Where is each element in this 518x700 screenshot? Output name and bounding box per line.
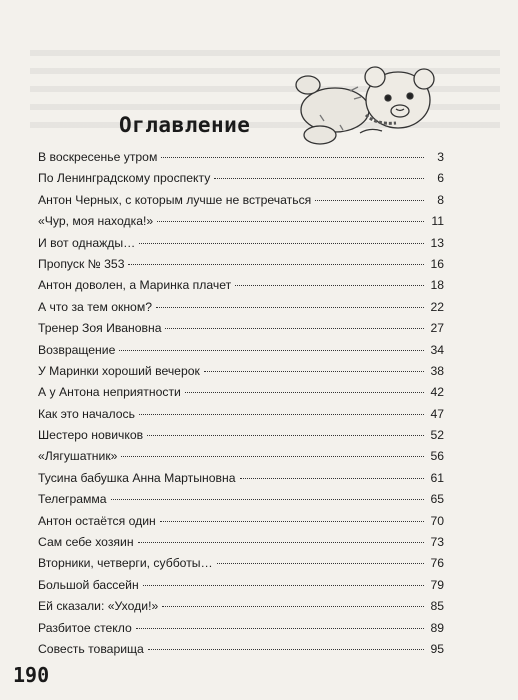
- toc-title: Антон Черных, с которым лучше не встречаться: [38, 192, 312, 207]
- toc-row[interactable]: [38, 471, 444, 492]
- toc-title: Сам себе хозяин: [38, 535, 134, 550]
- toc-page-number: 76: [430, 556, 444, 571]
- toc-row[interactable]: [38, 257, 444, 278]
- toc-page-number: 16: [430, 256, 444, 271]
- teddy-bear-illustration: [290, 55, 440, 150]
- leader-dots: [160, 521, 424, 522]
- table-of-contents: [38, 150, 444, 663]
- toc-row[interactable]: [38, 492, 444, 513]
- toc-row[interactable]: [38, 343, 444, 364]
- toc-title: Тренер Зоя Ивановна: [38, 321, 162, 336]
- toc-page-number: 95: [430, 641, 444, 656]
- toc-row[interactable]: [38, 150, 444, 171]
- leader-dots: [111, 499, 424, 500]
- toc-title: По Ленинградскому проспекту: [38, 171, 211, 186]
- leader-dots: [165, 328, 424, 329]
- toc-row[interactable]: [38, 642, 444, 663]
- toc-title: Вторники, четверги, субботы…: [38, 556, 213, 571]
- leader-dots: [148, 649, 424, 650]
- toc-title: А у Антона неприятности: [38, 385, 181, 400]
- leader-dots: [204, 371, 424, 372]
- toc-row[interactable]: [38, 300, 444, 321]
- leader-dots: [235, 285, 424, 286]
- toc-page-number: 61: [430, 470, 444, 485]
- leader-dots: [147, 435, 424, 436]
- toc-row[interactable]: [38, 621, 444, 642]
- toc-page-number: 47: [430, 406, 444, 421]
- toc-page-number: 89: [430, 620, 444, 635]
- toc-title: Большой бассейн: [38, 577, 139, 592]
- leader-dots: [185, 392, 424, 393]
- toc-row[interactable]: [38, 535, 444, 556]
- toc-row[interactable]: [38, 599, 444, 620]
- toc-row[interactable]: [38, 428, 444, 449]
- toc-title: «Чур, моя находка!»: [38, 214, 154, 229]
- toc-row[interactable]: [38, 514, 444, 535]
- leader-dots: [139, 414, 424, 415]
- toc-heading: Оглавление: [119, 113, 251, 137]
- toc-page-number: 65: [430, 492, 444, 507]
- toc-title: «Лягушатник»: [38, 449, 118, 464]
- toc-title: Как это началось: [38, 406, 135, 421]
- toc-page-number: 56: [430, 449, 444, 464]
- toc-page-number: 3: [437, 150, 444, 164]
- leader-dots: [315, 200, 424, 201]
- toc-page-number: 18: [430, 278, 444, 293]
- toc-title: Телеграмма: [38, 492, 107, 507]
- toc-page-number: 34: [430, 342, 444, 357]
- leader-dots: [162, 606, 424, 607]
- toc-title: Ей сказали: «Уходи!»: [38, 599, 159, 614]
- toc-page-number: 79: [430, 577, 444, 592]
- toc-page-number: 22: [430, 299, 444, 314]
- leader-dots: [156, 307, 424, 308]
- toc-page-number: 70: [430, 513, 444, 528]
- leader-dots: [240, 478, 424, 479]
- toc-title: Разбитое стекло: [38, 620, 132, 635]
- toc-title: Антон доволен, а Маринка плачет: [38, 278, 232, 293]
- leader-dots: [119, 350, 424, 351]
- toc-page-number: 42: [430, 385, 444, 400]
- toc-page-number: 73: [430, 535, 444, 550]
- toc-page-number: 85: [430, 599, 444, 614]
- page-number: 190: [13, 663, 50, 687]
- toc-title: Тусина бабушка Анна Мартыновна: [38, 470, 236, 485]
- toc-page-number: 6: [437, 171, 444, 186]
- leader-dots: [217, 563, 424, 564]
- toc-row[interactable]: [38, 449, 444, 470]
- toc-title: Антон остаётся один: [38, 513, 156, 528]
- toc-row[interactable]: [38, 578, 444, 599]
- toc-title: Возвращение: [38, 342, 116, 357]
- toc-title: И вот однажды…: [38, 235, 136, 250]
- leader-dots: [143, 585, 424, 586]
- toc-row[interactable]: [38, 385, 444, 406]
- toc-title: В воскресенье утром: [38, 150, 158, 164]
- toc-row[interactable]: [38, 556, 444, 577]
- toc-page-number: 11: [431, 214, 444, 229]
- toc-page-number: 52: [430, 428, 444, 443]
- leader-dots: [161, 157, 424, 158]
- leader-dots: [136, 628, 424, 629]
- toc-row[interactable]: [38, 214, 444, 235]
- toc-title: Шестеро новичков: [38, 428, 144, 443]
- toc-title: У Маринки хороший вечерок: [38, 363, 200, 378]
- toc-row[interactable]: [38, 278, 444, 299]
- toc-title: А что за тем окном?: [38, 299, 152, 314]
- leader-dots: [157, 221, 424, 222]
- toc-row[interactable]: [38, 407, 444, 428]
- leader-dots: [139, 243, 424, 244]
- toc-row[interactable]: [38, 193, 444, 214]
- toc-page-number: 38: [430, 363, 444, 378]
- toc-page-number: 8: [437, 192, 444, 207]
- leader-dots: [138, 542, 424, 543]
- leader-dots: [214, 178, 424, 179]
- leader-dots: [128, 264, 424, 265]
- toc-row[interactable]: [38, 321, 444, 342]
- toc-page-number: 27: [430, 321, 444, 336]
- toc-row[interactable]: [38, 171, 444, 192]
- toc-title: Совесть товарища: [38, 641, 144, 656]
- leader-dots: [121, 456, 424, 457]
- toc-row[interactable]: [38, 236, 444, 257]
- toc-page-number: 13: [430, 235, 444, 250]
- toc-row[interactable]: [38, 364, 444, 385]
- toc-title: Пропуск № 353: [38, 256, 125, 271]
